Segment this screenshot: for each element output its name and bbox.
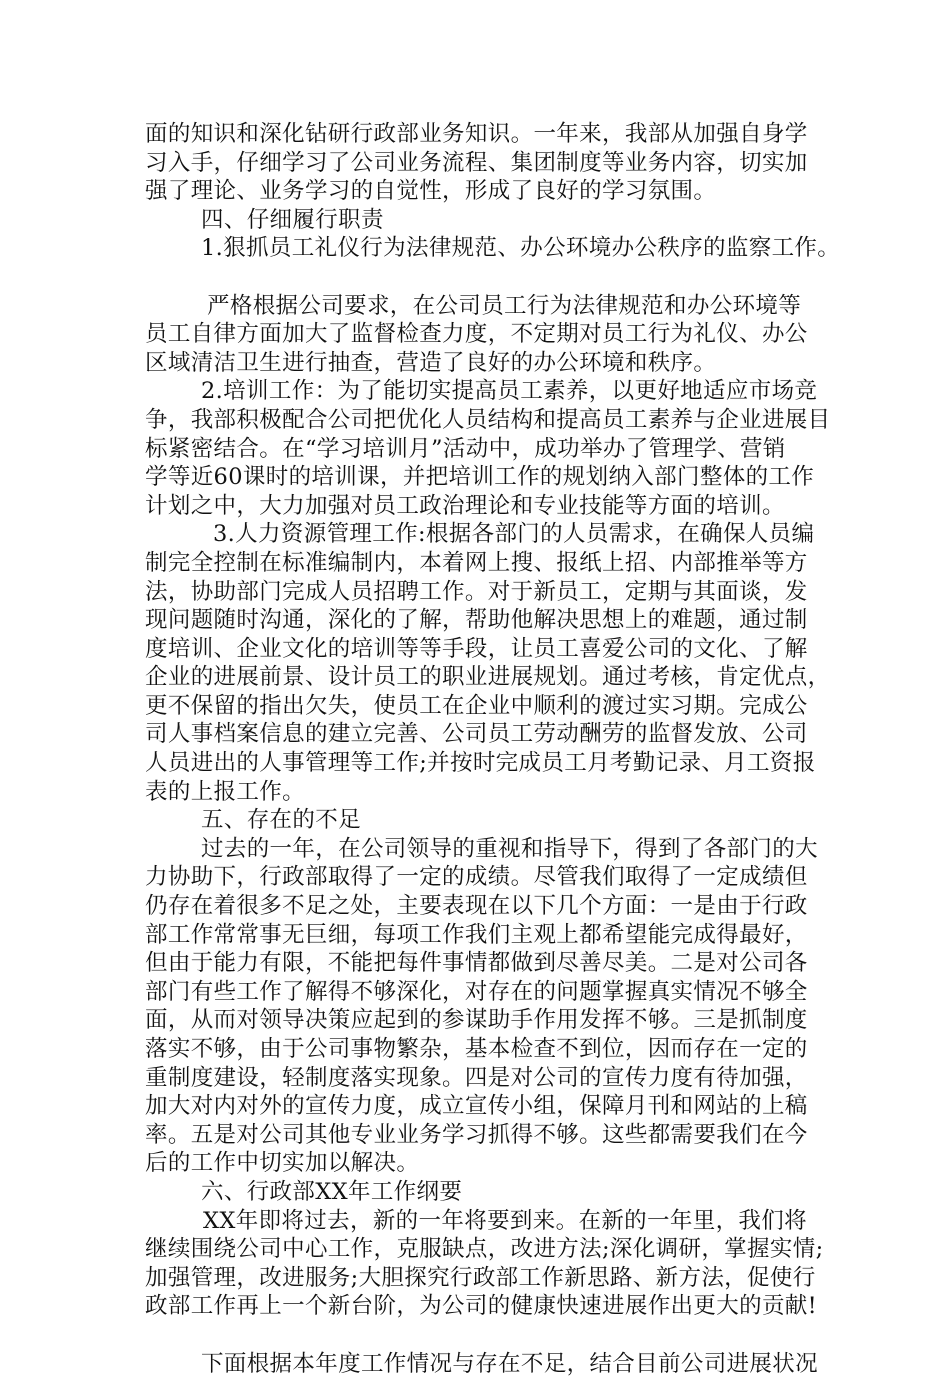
subsection-heading: 1.狠抓员工礼仪行为法律规范、办公环境办公秩序的监察工作。: [201, 235, 841, 262]
text-line: 更不保留的指出欠失，使员工在企业中顺利的渡过实习期。完成公: [145, 692, 808, 719]
text-line: 后的工作中切实加以解决。: [145, 1150, 420, 1177]
text-line: 仍存在着很多不足之处，主要表现在以下几个方面：一是由于行政: [145, 893, 808, 920]
text-line: 但由于能力有限，不能把每件事情都做到尽善尽美。二是对公司各: [145, 950, 808, 977]
text-line: 部门有些工作了解得不够深化，对存在的问题掌握真实情况不够全: [145, 978, 808, 1005]
text-line: 2.培训工作：为了能切实提高员工素养，以更好地适应市场竞: [201, 378, 818, 405]
text-line: 面的知识和深化钻研行政部业务知识。一年来，我部从加强自身学: [145, 121, 808, 147]
text-line: 争，我部积极配合公司把优化人员结构和提高员工素养与企业进展目: [145, 406, 831, 433]
text-line: 率。五是对公司其他专业业务学习抓得不够。这些都需要我们在今: [145, 1121, 808, 1148]
blank-line: [145, 1321, 817, 1350]
text-line: 员工自律方面加大了监督检查力度，不定期对员工行为礼仪、办公: [145, 321, 808, 348]
document-body: [145, 120, 841, 1378]
section-heading: 四、仔细履行职责: [201, 206, 384, 233]
blank-line: [145, 263, 817, 292]
text-line: 政部工作再上一个新台阶，为公司的健康快速进展作出更大的贡献!: [145, 1293, 818, 1320]
text-line: 标紧密结合。在“学习培训月”活动中，成功举办了管理学、营销: [145, 435, 786, 462]
text-line: 落实不够，由于公司事物繁杂，基本检查不到位，因而存在一定的: [145, 1036, 808, 1062]
text-line: 部工作常常事无巨细，每项工作我们主观上都希望能完成得最好，: [145, 921, 808, 948]
text-line: 下面根据本年度工作情况与存在不足，结合目前公司进展状况: [201, 1350, 818, 1377]
text-line: 严格根据公司要求，在公司员工行为法律规范和办公环境等: [207, 292, 802, 319]
text-line: 继续围绕公司中心工作，克服缺点，改进方法;深化调研，掌握实情;: [145, 1236, 824, 1263]
text-line: 企业的进展前景、设计员工的职业进展规划。通过考核，肯定优点，: [145, 664, 831, 691]
text-line: 习入手，仔细学习了公司业务流程、集团制度等业务内容，切实加: [145, 149, 808, 176]
text-line: 区域清洁卫生进行抽查，营造了良好的办公环境和秩序。: [145, 349, 717, 376]
text-line: 度培训、企业文化的培训等等手段，让员工喜爱公司的文化、了解: [145, 635, 808, 662]
text-line: XX年即将过去，新的一年将要到来。在新的一年里，我们将: [203, 1207, 807, 1234]
text-line: 计划之中，大力加强对员工政治理论和专业技能等方面的培训。: [145, 492, 785, 519]
text-line: 学等近60课时的培训课，并把培训工作的规划纳入部门整体的工作: [145, 464, 815, 491]
section-heading: 六、行政部XX年工作纲要: [201, 1178, 463, 1205]
text-line: 现问题随时沟通，深化的了解，帮助他解决思想上的难题，通过制: [145, 607, 808, 634]
text-line: 加强管理，改进服务;大胆探究行政部工作新思路、新方法，促使行: [145, 1264, 816, 1291]
text-line: 加大对内对外的宣传力度，成立宣传小组，保障月刊和网站的上稿: [145, 1093, 808, 1120]
text-line: 制完全控制在标准编制内，本着网上搜、报纸上招、内部推举等方: [145, 549, 808, 576]
text-line: 法，协助部门完成人员招聘工作。对于新员工，定期与其面谈，发: [145, 578, 808, 605]
text-line: 面，从而对领导决策应起到的参谋助手作用发挥不够。三是抓制度: [145, 1007, 808, 1034]
text-line: 人员进出的人事管理等工作;并按时完成员工月考勤记录、月工资报: [145, 750, 816, 777]
text-line: 过去的一年，在公司领导的重视和指导下，得到了各部门的大: [201, 835, 818, 862]
section-heading: 五、存在的不足: [201, 807, 361, 834]
text-line: 力协助下，行政部取得了一定的成绩。尽管我们取得了一定成绩但: [145, 864, 808, 891]
text-line: 表的上报工作。: [145, 778, 305, 805]
text-line: 司人事档案信息的建立完善、公司员工劳动酬劳的监督发放、公司: [145, 721, 808, 748]
text-line: 重制度建设，轻制度落实现象。四是对公司的宣传力度有待加强，: [145, 1064, 808, 1091]
text-line: 强了理论、业务学习的自觉性，形成了良好的学习氛围。: [145, 178, 717, 205]
text-line: 3.人力资源管理工作:根据各部门的人员需求，在确保人员编: [213, 521, 815, 548]
